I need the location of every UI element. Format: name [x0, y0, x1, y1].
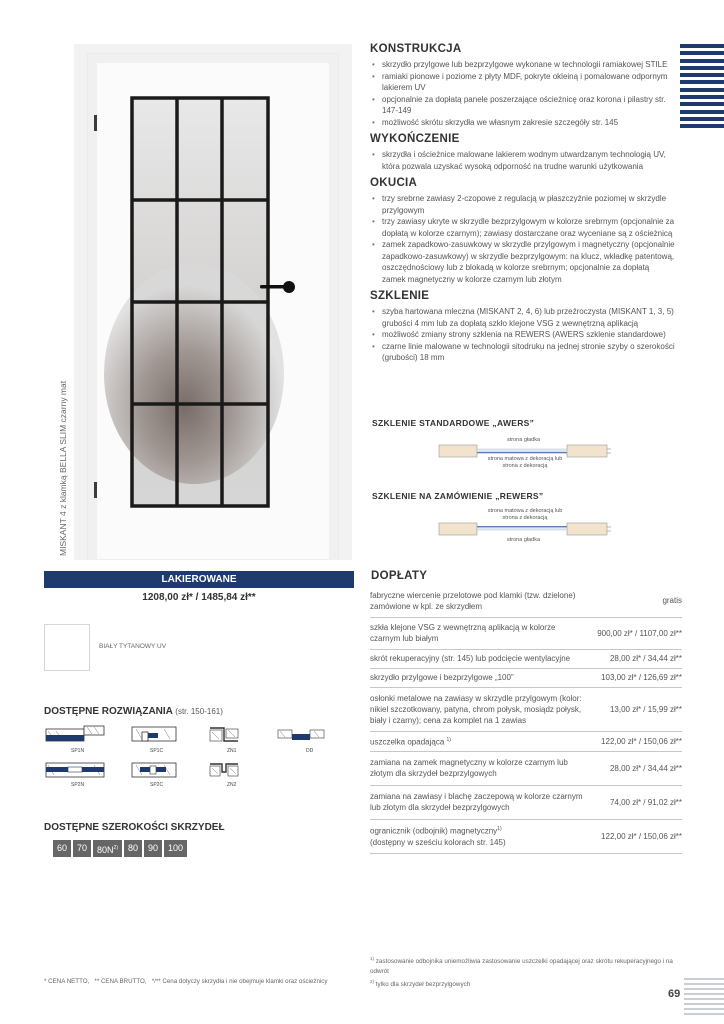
decorative-stripes	[680, 44, 724, 132]
row-desc: zamiana na zamek magnetyczny w kolorze czarnym lub złotym dla skrzydeł bezprzylgowych	[370, 751, 586, 785]
table-row	[370, 819, 682, 853]
row-price: 28,00 zł* / 34,44 zł**	[586, 751, 682, 785]
list-item: • możliwość skrótu skrzydła we własnym zakresie szczegóły str. 145	[370, 117, 675, 129]
konstrukcja-list	[370, 59, 675, 128]
zn1-label: ZN1	[227, 748, 237, 754]
rewers-diagram	[435, 507, 615, 551]
awers-title: SZKLENIE STANDARDOWE „AWERS”	[372, 418, 535, 428]
list-item: • czarne linie malowane w technologii sitodruku na jednej stronie szyby o szerokości (grubości) 18 mm	[370, 341, 675, 364]
awers-label-bottom: strona matowa z dekoracją lub strona z dekoracją	[487, 456, 563, 469]
footnote-text: tylko dla skrzydeł bezprzylgowych	[375, 981, 471, 989]
szklenie-title: SZKLENIE	[370, 290, 430, 302]
width-chip[interactable]: 80	[124, 840, 142, 857]
list-item: • szyba hartowana mleczna (MISKANT 2, 4, 6) lub przeźroczysta (MISKANT 1, 3, 5) grubości 4 mm lub za dopłatą szkło klejone VSG z wewnętrzną aplikacją	[370, 306, 675, 329]
width-chip-value: 80N	[97, 845, 114, 855]
list-item: • opcjonalnie za dopłatą panele poszerzające ościeżnicę oraz korona i pilastry str. 147-149	[370, 94, 675, 117]
sp1c-label: SP1C	[150, 748, 164, 754]
table-row	[370, 617, 682, 649]
sp1c-icon	[132, 727, 176, 741]
sp2n-label: SP2N	[71, 782, 85, 788]
zn2-label: ZN2	[227, 782, 237, 788]
sp1n-icon	[46, 726, 104, 741]
sp2c-label: SP2C	[150, 782, 164, 788]
doplaty-title: DOPŁATY	[371, 570, 428, 582]
row-desc: zamiana na zawiasy i blachę zaczepową w kolorze czarnym lub złotym dla skrzydeł bezprzylgowych	[370, 785, 586, 819]
konstrukcja-title: KONSTRUKCJA	[370, 43, 462, 55]
finish-bar: LAKIEROWANE	[44, 571, 354, 588]
rozwiazania-ref: (str. 150-161)	[175, 707, 223, 716]
row-price: 28,00 zł* / 34,44 zł**	[586, 649, 682, 668]
width-chip[interactable]: 70	[73, 840, 91, 857]
sp2c-icon	[132, 763, 176, 777]
zn1-icon	[210, 728, 238, 741]
zn2-icon	[210, 764, 238, 776]
footnote-mark: 2)	[113, 845, 118, 851]
wykonczenie-list	[370, 149, 675, 172]
list-item: • skrzydło przylgowe lub bezprzylgowe wykonane w technologii ramiakowej STILE	[370, 59, 675, 71]
spec-column	[370, 43, 675, 364]
table-row	[370, 687, 682, 731]
awers-label-top: strona gładka	[507, 437, 541, 443]
row-desc: skrzydło przylgowe i bezprzylgowe „100”	[370, 668, 586, 687]
list-item: • trzy srebrne zawiasy 2-czopowe z regulacją w płaszczyźnie poziomej w skrzydle przylgowym	[370, 193, 675, 216]
width-chip-80n[interactable]	[93, 840, 122, 857]
row-desc: szkła klejone VSG z wewnętrzną aplikacją w kolorze czarnym lub białym	[370, 617, 586, 649]
table-row	[370, 731, 682, 751]
solutions-icons	[44, 724, 344, 796]
row-desc-extra: (dostępny w sześciu kolorach str. 145)	[370, 837, 506, 847]
list-item: • zamek zapadkowo-zasuwkowy w skrzydle przylgowym i magnetyczny (opcjonalnie zapadkowo-zasuwkowy) w skrzydle bezprzylgowym: na klucz, wkładkę patentową, oszczędnościowy lub z blokadą w kolorze srebrnym; opcjonalnie za dopłatą zamek magnetyczny w kolorze czarnym lub złotym	[370, 239, 675, 285]
table-row	[370, 751, 682, 785]
footnotes	[370, 954, 682, 990]
footnote-text: zastosowanie odbojnika uniemożliwia zastosowanie uszczelki opadającej oraz skrótu rekuperacyjnego i na odwrót	[370, 958, 673, 976]
okucia-list	[370, 193, 675, 285]
row-price: gratis	[586, 585, 682, 617]
list-item: • możliwość zmiany strony szklenia na REWERS (AWERS szklenie standardowe)	[370, 329, 675, 341]
sp2n-icon	[46, 763, 104, 777]
price-footnote: * CENA NETTO, ** CENA BRUTTO, */** Cena dotyczy skrzydła i nie obejmuje klamki oraz ościeżnicy	[44, 978, 328, 985]
dd-icon	[278, 730, 324, 740]
dd-label: DD	[306, 748, 314, 754]
footnote-1	[370, 954, 682, 977]
color-swatch[interactable]	[44, 624, 90, 671]
footnote-2	[370, 977, 682, 990]
decorative-stripes-bottom	[684, 978, 724, 1018]
rozwiazania-title	[44, 706, 223, 717]
width-chip[interactable]: 90	[144, 840, 162, 857]
table-row	[370, 649, 682, 668]
footnote-mark: 1)	[446, 736, 451, 743]
swatch-label: BIAŁY TYTANOWY UV	[99, 643, 167, 650]
szklenie-list	[370, 306, 675, 364]
row-desc-cell	[370, 731, 586, 751]
width-options	[53, 840, 187, 857]
row-price: 74,00 zł* / 91,02 zł**	[586, 785, 682, 819]
row-desc-cell	[370, 819, 586, 853]
row-price: 122,00 zł* / 150,06 zł**	[586, 731, 682, 751]
footnote-mark: 2)	[370, 979, 375, 985]
list-item: • skrzydła i ościeżnice malowane lakierem wodnym utwardzanym technologią UV, która pozwala uzyskać wysoką odporność na trudne warunki użytkowania	[370, 149, 675, 172]
price: 1208,00 zł* / 1485,84 zł**	[142, 592, 256, 603]
row-desc: ogranicznik (odbojnik) magnetyczny	[370, 826, 498, 836]
row-desc: fabryczne wiercenie przelotowe pod klamki (tzw. dzielone) zamówione w kpl. ze skrzydłem	[370, 585, 586, 617]
row-desc: osłonki metalowe na zawiasy w skrzydle przylgowym (kolor: nikiel szczotkowany, patyna, chrom połysk, mosiądz połysk, biały i czarny); cena za komplet na 1 zawias	[370, 687, 586, 731]
rewers-label-top: strona matowa z dekoracją lub strona z dekoracją	[487, 508, 563, 521]
row-price: 900,00 zł* / 1107,00 zł**	[586, 617, 682, 649]
szerokosci-title: DOSTĘPNE SZEROKOŚCI SKRZYDEŁ	[44, 822, 225, 833]
rozwiazania-heading: DOSTĘPNE ROZWIĄZANIA	[44, 706, 173, 717]
row-price: 103,00 zł* / 126,69 zł**	[586, 668, 682, 687]
list-item: • trzy zawiasy ukryte w skrzydle bezprzylgowym w kolorze srebrnym (opcjonalnie za dopłatą w kolorze czarnym); zawiasy dostarczane oraz wyceniane są z ościeżnicą	[370, 216, 675, 239]
footnote-mark: 1)	[497, 826, 502, 833]
row-desc: uszczelka opadająca	[370, 737, 445, 747]
width-chip[interactable]: 60	[53, 840, 71, 857]
okucia-title: OKUCIA	[370, 177, 418, 189]
row-price: 13,00 zł* / 15,99 zł**	[586, 687, 682, 731]
side-caption: MISKANT 4 z klamką BELLA SLIM czarny mat	[58, 380, 68, 556]
footnote-mark: 1)	[370, 956, 375, 961]
rewers-title: SZKLENIE NA ZAMÓWIENIE „REWERS”	[372, 491, 544, 501]
wykonczenie-title: WYKOŃCZENIE	[370, 133, 460, 145]
table-row	[370, 785, 682, 819]
sp1n-label: SP1N	[71, 748, 85, 754]
row-desc: skrót rekuperacyjny (str. 145) lub podcięcie wentylacyjne	[370, 649, 586, 668]
width-chip[interactable]: 100	[164, 840, 187, 857]
rewers-label-bottom: strona gładka	[507, 537, 541, 543]
awers-diagram	[435, 434, 615, 474]
table-row	[370, 585, 682, 617]
row-price: 122,00 zł* / 150,06 zł**	[586, 819, 682, 853]
table-row	[370, 668, 682, 687]
door-image	[74, 44, 352, 560]
surcharge-table	[370, 585, 682, 854]
list-item: • ramiaki pionowe i poziome z płyty MDF, pokryte okleiną i pomalowane odpornym lakierem UV	[370, 71, 675, 94]
page-number: 69	[668, 988, 681, 1000]
